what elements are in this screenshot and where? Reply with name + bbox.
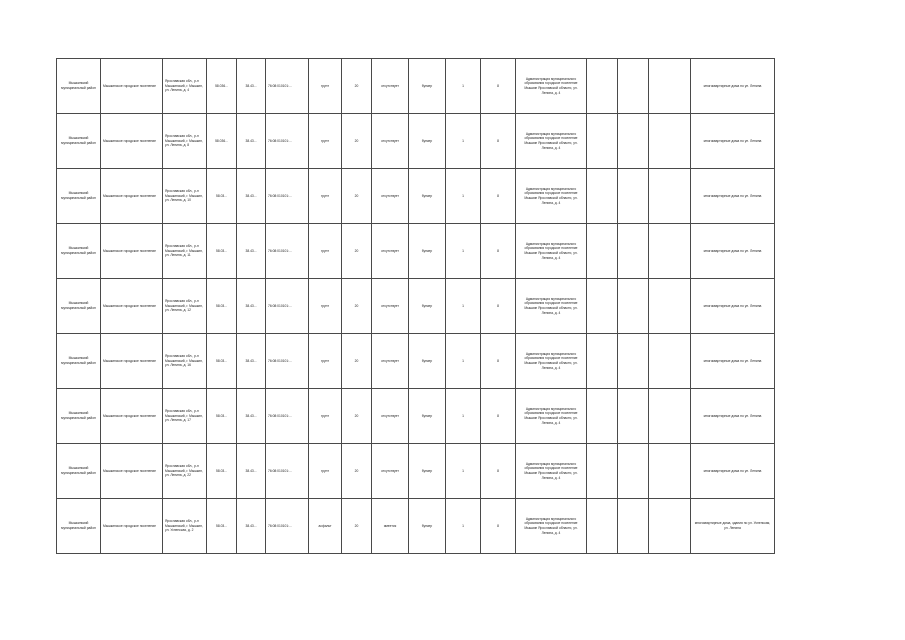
cell-col15 (618, 334, 649, 389)
cell-address: Ярославская обл., р-н Мышкинский, г. Мышкин, ул. Ленина, д. 12 (163, 279, 207, 334)
cell-owner: Мышкинский муниципальный район (57, 59, 101, 114)
cell-area: 20 (342, 169, 372, 224)
table-row (57, 279, 775, 334)
cell-address: Ярославская обл., р-н Мышкинский, г. Мышкин, ул. Ленина, д. 10 (163, 169, 207, 224)
cell-lat: 58.03... (207, 279, 237, 334)
cell-sources: многоквартирные дома по ул. Ленина (691, 334, 775, 389)
cell-area: 20 (342, 499, 372, 554)
table-body (57, 59, 775, 554)
cell-area: 20 (342, 389, 372, 444)
cell-col14 (587, 169, 618, 224)
cell-status: отсутствует (372, 444, 409, 499)
cell-volume: 8 (481, 59, 516, 114)
cell-type: бункер (409, 114, 446, 169)
cell-owner: Мышкинский муниципальный район (57, 169, 101, 224)
cell-lon: 38.43... (237, 389, 266, 444)
cell-category: Мышкинское городское поселение (101, 444, 163, 499)
cell-surface: грунт (309, 169, 342, 224)
cell-lon: 38.43... (237, 224, 266, 279)
cell-lat: 58.036... (207, 59, 237, 114)
cell-lon: 38.43... (237, 444, 266, 499)
cell-type: бункер (409, 389, 446, 444)
cell-col14 (587, 224, 618, 279)
cell-address: Ярославская обл., р-н Мышкинский, г. Мышкин, ул. Ленина, д. 8 (163, 114, 207, 169)
cell-col16 (649, 114, 691, 169)
cell-count: 1 (446, 334, 481, 389)
cell-sources: многоквартирные дома по ул. Ленина (691, 169, 775, 224)
cell-col15 (618, 169, 649, 224)
cell-cadastral: 76:08:010101:... (266, 114, 309, 169)
cell-col14 (587, 389, 618, 444)
cell-lon: 38.43... (237, 499, 266, 554)
cell-status: отсутствует (372, 169, 409, 224)
cell-col14 (587, 114, 618, 169)
table-row (57, 444, 775, 499)
cell-owner: Мышкинский муниципальный район (57, 224, 101, 279)
cell-address: Ярославская обл., р-н Мышкинский, г. Мышкин, ул. Ленина, д. 17 (163, 389, 207, 444)
cell-count: 1 (446, 169, 481, 224)
cell-col15 (618, 499, 649, 554)
cell-operator: Администрация муниципального образования городское поселение Мышкин Ярославской области, ул. Ленина, д. 4 (516, 224, 587, 279)
cell-operator: Администрация муниципального образования городское поселение Мышкин Ярославской области, ул. Ленина, д. 4 (516, 499, 587, 554)
cell-lat: 58.03... (207, 169, 237, 224)
cell-count: 1 (446, 114, 481, 169)
cell-sources: многоквартирные дома по ул. Ленина (691, 389, 775, 444)
cell-volume: 8 (481, 499, 516, 554)
cell-operator: Администрация муниципального образования городское поселение Мышкин Ярославской области, ул. Ленина, д. 4 (516, 334, 587, 389)
cell-category: Мышкинское городское поселение (101, 389, 163, 444)
cell-volume: 8 (481, 169, 516, 224)
cell-col15 (618, 114, 649, 169)
cell-status: имеется (372, 499, 409, 554)
cell-col14 (587, 59, 618, 114)
cell-surface: грунт (309, 334, 342, 389)
cell-type: бункер (409, 169, 446, 224)
cell-col15 (618, 224, 649, 279)
cell-cadastral: 76:08:010101:... (266, 334, 309, 389)
cell-lat: 58.03... (207, 334, 237, 389)
waste-sites-table (56, 58, 775, 554)
cell-count: 1 (446, 389, 481, 444)
cell-surface: грунт (309, 224, 342, 279)
cell-category: Мышкинское городское поселение (101, 114, 163, 169)
cell-col16 (649, 169, 691, 224)
cell-category: Мышкинское городское поселение (101, 279, 163, 334)
cell-category: Мышкинское городское поселение (101, 499, 163, 554)
cell-status: отсутствует (372, 224, 409, 279)
cell-type: бункер (409, 334, 446, 389)
cell-volume: 8 (481, 444, 516, 499)
cell-col14 (587, 334, 618, 389)
cell-lat: 58.03... (207, 444, 237, 499)
cell-cadastral: 76:08:010101:... (266, 499, 309, 554)
cell-col15 (618, 389, 649, 444)
cell-cadastral: 76:08:010101:... (266, 389, 309, 444)
cell-operator: Администрация муниципального образования городское поселение Мышкин Ярославской области, ул. Ленина, д. 4 (516, 389, 587, 444)
cell-area: 20 (342, 59, 372, 114)
cell-status: отсутствует (372, 59, 409, 114)
cell-lon: 38.43... (237, 279, 266, 334)
cell-cadastral: 76:08:010101:... (266, 444, 309, 499)
cell-category: Мышкинское городское поселение (101, 59, 163, 114)
cell-surface: грунт (309, 444, 342, 499)
table-row (57, 59, 775, 114)
cell-address: Ярославская обл., р-н Мышкинский, г. Мышкин, ул. Ленина, д. 22 (163, 444, 207, 499)
cell-col15 (618, 444, 649, 499)
cell-lat: 58.036... (207, 114, 237, 169)
cell-lon: 38.43... (237, 59, 266, 114)
cell-volume: 8 (481, 114, 516, 169)
cell-owner: Мышкинский муниципальный район (57, 389, 101, 444)
cell-sources: многоквартирные дома по ул. Ленина (691, 444, 775, 499)
cell-type: бункер (409, 224, 446, 279)
table-row (57, 224, 775, 279)
cell-lon: 38.43... (237, 334, 266, 389)
cell-cadastral: 76:08:010101:... (266, 169, 309, 224)
cell-count: 1 (446, 59, 481, 114)
cell-col16 (649, 334, 691, 389)
cell-address: Ярославская обл., р-н Мышкинский, г. Мышкин, ул. Успенская, д. 2 (163, 499, 207, 554)
cell-category: Мышкинское городское поселение (101, 169, 163, 224)
cell-col16 (649, 444, 691, 499)
cell-volume: 8 (481, 224, 516, 279)
cell-surface: грунт (309, 59, 342, 114)
cell-lat: 58.03... (207, 389, 237, 444)
cell-address: Ярославская обл., р-н Мышкинский, г. Мышкин, ул. Ленина, д. 16 (163, 334, 207, 389)
cell-operator: Администрация муниципального образования городское поселение Мышкин Ярославской области, ул. Ленина, д. 4 (516, 444, 587, 499)
cell-col15 (618, 59, 649, 114)
cell-type: бункер (409, 499, 446, 554)
cell-col14 (587, 279, 618, 334)
cell-col15 (618, 279, 649, 334)
cell-type: бункер (409, 59, 446, 114)
cell-operator: Администрация муниципального образования городское поселение Мышкин Ярославской области, ул. Ленина, д. 4 (516, 59, 587, 114)
table-row (57, 114, 775, 169)
cell-sources: многоквартирные дома, здания по ул. Успенская, ул. Ленина (691, 499, 775, 554)
cell-col16 (649, 224, 691, 279)
cell-surface: грунт (309, 279, 342, 334)
cell-volume: 8 (481, 279, 516, 334)
cell-sources: многоквартирные дома по ул. Ленина (691, 59, 775, 114)
cell-category: Мышкинское городское поселение (101, 334, 163, 389)
cell-address: Ярославская обл., р-н Мышкинский, г. Мышкин, ул. Ленина, д. 4 (163, 59, 207, 114)
cell-status: отсутствует (372, 114, 409, 169)
cell-col16 (649, 499, 691, 554)
cell-count: 1 (446, 499, 481, 554)
cell-count: 1 (446, 444, 481, 499)
table-row (57, 389, 775, 444)
cell-operator: Администрация муниципального образования городское поселение Мышкин Ярославской области, ул. Ленина, д. 4 (516, 169, 587, 224)
cell-surface: асфальт (309, 499, 342, 554)
cell-owner: Мышкинский муниципальный район (57, 114, 101, 169)
cell-sources: многоквартирные дома по ул. Ленина (691, 114, 775, 169)
cell-owner: Мышкинский муниципальный район (57, 499, 101, 554)
cell-area: 20 (342, 444, 372, 499)
cell-cadastral: 76:08:010101:... (266, 224, 309, 279)
cell-surface: грунт (309, 114, 342, 169)
cell-address: Ярославская обл., р-н Мышкинский, г. Мышкин, ул. Ленина, д. 11 (163, 224, 207, 279)
cell-area: 20 (342, 279, 372, 334)
table-row (57, 169, 775, 224)
cell-volume: 8 (481, 389, 516, 444)
cell-count: 1 (446, 224, 481, 279)
cell-owner: Мышкинский муниципальный район (57, 444, 101, 499)
table-row (57, 499, 775, 554)
cell-status: отсутствует (372, 279, 409, 334)
cell-lat: 58.03... (207, 499, 237, 554)
cell-cadastral: 76:08:010101:... (266, 59, 309, 114)
cell-category: Мышкинское городское поселение (101, 224, 163, 279)
cell-type: бункер (409, 444, 446, 499)
cell-owner: Мышкинский муниципальный район (57, 279, 101, 334)
cell-area: 20 (342, 224, 372, 279)
cell-col16 (649, 59, 691, 114)
cell-operator: Администрация муниципального образования городское поселение Мышкин Ярославской области, ул. Ленина, д. 4 (516, 114, 587, 169)
cell-lat: 58.03... (207, 224, 237, 279)
cell-lon: 38.43... (237, 169, 266, 224)
cell-sources: многоквартирные дома по ул. Ленина (691, 224, 775, 279)
cell-operator: Администрация муниципального образования городское поселение Мышкин Ярославской области, ул. Ленина, д. 4 (516, 279, 587, 334)
cell-area: 20 (342, 114, 372, 169)
cell-status: отсутствует (372, 334, 409, 389)
cell-status: отсутствует (372, 389, 409, 444)
cell-cadastral: 76:08:010101:... (266, 279, 309, 334)
cell-col16 (649, 389, 691, 444)
cell-sources: многоквартирные дома по ул. Ленина (691, 279, 775, 334)
cell-col14 (587, 444, 618, 499)
cell-lon: 38.43... (237, 114, 266, 169)
table-row (57, 334, 775, 389)
cell-owner: Мышкинский муниципальный район (57, 334, 101, 389)
cell-volume: 8 (481, 334, 516, 389)
cell-area: 20 (342, 334, 372, 389)
cell-surface: грунт (309, 389, 342, 444)
cell-type: бункер (409, 279, 446, 334)
cell-col14 (587, 499, 618, 554)
cell-count: 1 (446, 279, 481, 334)
cell-col16 (649, 279, 691, 334)
